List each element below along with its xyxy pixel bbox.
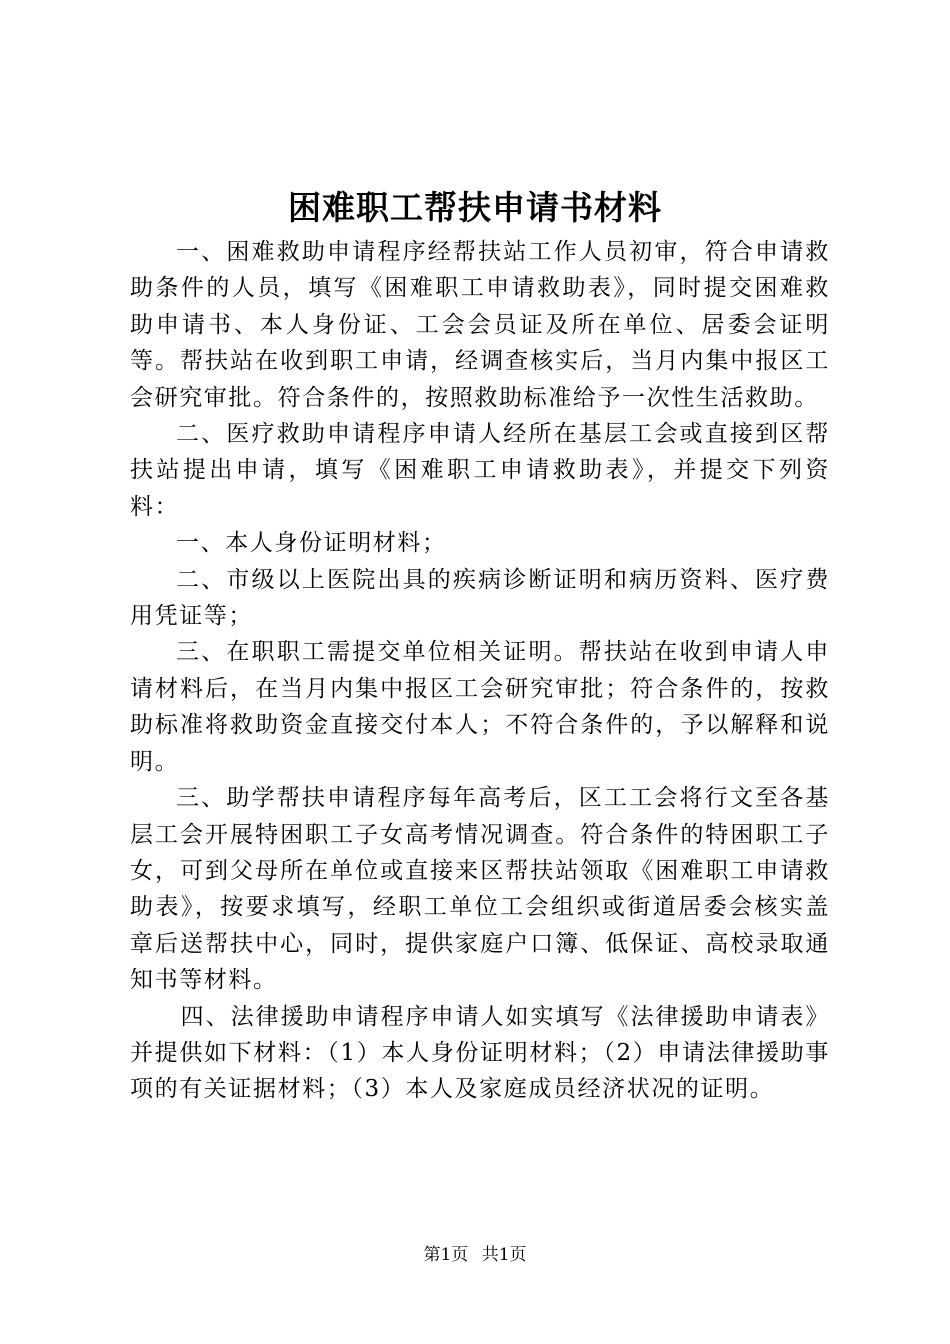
paragraph-legal-aid: 四、法律援助申请程序申请人如实填写《法律援助申请表》并提供如下材料：（1）本人身份证明材料；（2）申请法律援助事项的有关证据材料；（3）本人及家庭成员经济状况的证明。 [130, 1003, 830, 1103]
paragraph-medical-item-3: 三、在职职工需提交单位相关证明。帮扶站在收到申请人申请材料后，在当月内集中报区工会研究审批；符合条件的，按救助标准将救助资金直接交付本人；不符合条件的，予以解释和说明。 [130, 639, 830, 775]
paragraph-medical-item-1: 一、本人身份证明材料； [176, 530, 447, 557]
paragraph-medical-item-2: 二、市级以上医院出具的疾病诊断证明和病历资料、医疗费用凭证等； [130, 566, 830, 630]
page-footer [0, 1243, 950, 1267]
document-body [130, 234, 830, 1108]
paragraph-medical-relief: 二、医疗救助申请程序申请人经所在基层工会或直接到区帮扶站提出申请，填写《困难职工申请救助表》，并提交下列资料： [130, 421, 830, 520]
document-title: 困难职工帮扶申请书材料 [288, 188, 662, 227]
paragraph-hardship-relief: 一、困难救助申请程序经帮扶站工作人员初审，符合申请救助条件的人员，填写《困难职工申请救助表》，同时提交困难救助申请书、本人身份证、工会会员证及所在单位、居委会证明等。帮扶站在收到职工申请，经调查核实后，当月内集中报区工会研究审批。符合条件的，按照救助标准给予一次性生活救助。 [130, 239, 830, 411]
page-total: 共1页 [481, 1245, 527, 1265]
page-number: 第1页 [423, 1245, 469, 1265]
paragraph-education-aid: 三、助学帮扶申请程序每年高考后，区工工会将行文至各基层工会开展特困职工子女高考情况调查。符合条件的特困职工子女，可到父母所在单位或直接来区帮扶站领取《困难职工申请救助表》，按要求填写，经职工单位工会组织或街道居委会核实盖章后送帮扶中心，同时，提供家庭户口簿、低保证、高校录取通知书等材料。 [130, 785, 830, 994]
